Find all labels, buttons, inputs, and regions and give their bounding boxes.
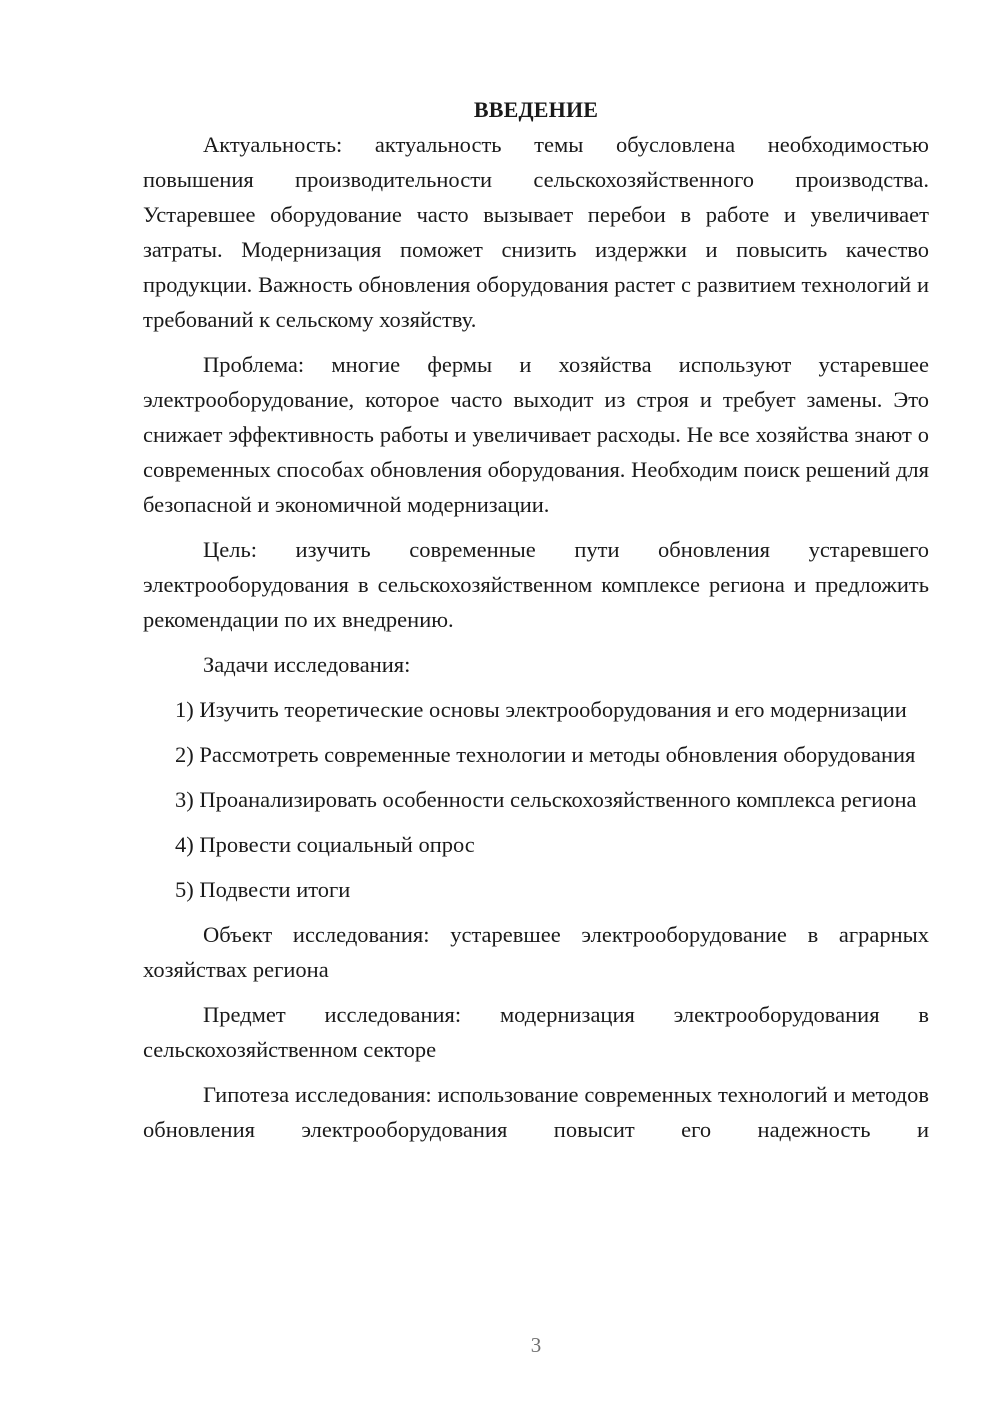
- relevance-paragraph: Актуальность: актуальность темы обусловлена необходимостью повышения производительности сельскохозяйственного производства. Устаревшее оборудование часто вызывает перебои в работе и увеличивает затраты. Модернизация поможет снизить издержки и повысить качество продукции. Важность обновления оборудования растет с развитием технологий и требований к сельскому хозяйству.: [143, 132, 929, 332]
- task-item-2: 2) Рассмотреть современные технологии и методы обновления оборудования: [175, 742, 916, 767]
- task-item-4: 4) Провести социальный опрос: [175, 832, 475, 857]
- tasks-heading: Задачи исследования:: [203, 652, 411, 677]
- task-item-1: 1) Изучить теоретические основы электрооборудования и его модернизации: [175, 697, 907, 722]
- page-number: 3: [530, 1333, 542, 1357]
- page-content: [143, 92, 929, 1157]
- task-item-3: 3) Проанализировать особенности сельскохозяйственного комплекса региона: [175, 787, 917, 812]
- subject-paragraph: Предмет исследования: модернизация электрооборудования в сельскохозяйственном секторе: [143, 1002, 929, 1062]
- goal-paragraph: Цель: изучить современные пути обновления устаревшего электрооборудования в сельскохозяйственном комплексе региона и предложить рекомендации по их внедрению.: [143, 537, 929, 632]
- task-item-5: 5) Подвести итоги: [175, 877, 351, 902]
- hypothesis-paragraph: Гипотеза исследования: использование современных технологий и методов обновления электрооборудования повысит его надежность и: [143, 1082, 929, 1142]
- problem-paragraph: Проблема: многие фермы и хозяйства используют устаревшее электрооборудование, которое часто выходит из строя и требует замены. Это снижает эффективность работы и увеличивает расходы. Не все хозяйства знают о современных способах обновления оборудования. Необходим поиск решений для безопасной и экономичной модернизации.: [143, 352, 929, 517]
- object-paragraph: Объект исследования: устаревшее электрооборудование в аграрных хозяйствах региона: [143, 922, 929, 982]
- section-heading: ВВЕДЕНИЕ: [473, 97, 599, 122]
